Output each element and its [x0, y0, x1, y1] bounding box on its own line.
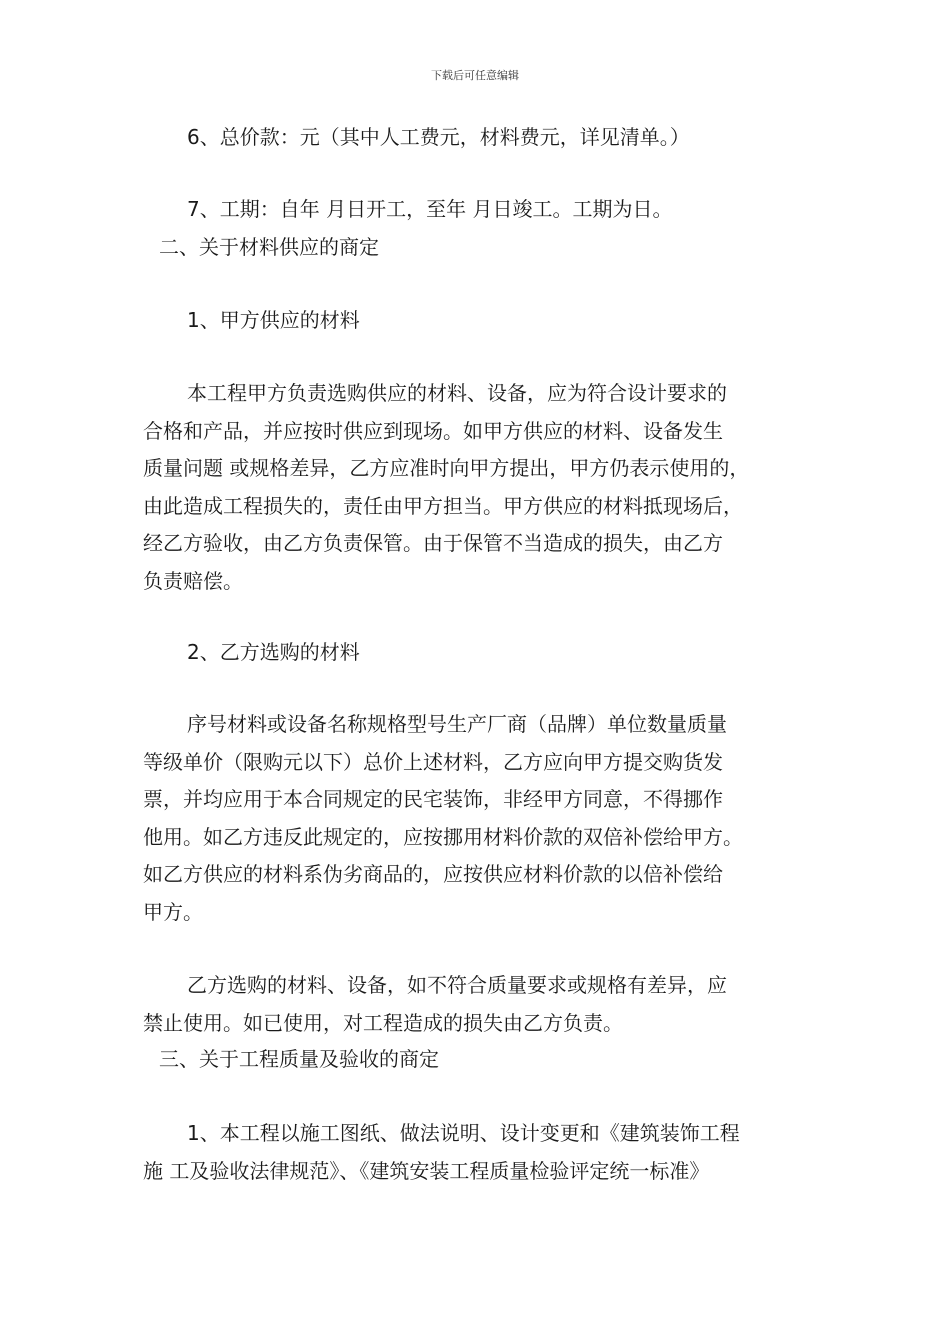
paragraph-line: 乙方选购的材料、设备，如不符合质量要求或规格有差异，应 [187, 973, 727, 997]
paragraph-line: 禁止使用。如已使用，对工程造成的损失由乙方负责。 [143, 1010, 623, 1035]
paragraph-quality-standards [143, 1115, 811, 1190]
paragraph-line: 负责赔偿。 [143, 568, 243, 593]
page-header-note: 下载后可任意编辑 [431, 69, 519, 82]
paragraph-line: 施 工及验收法律规范》、《建筑安装工程质量检验评定统一标准》 [143, 1158, 710, 1183]
clause-work-period: 7、工期：自年 月日开工，至年 月日竣工。工期为日。 [187, 197, 673, 221]
section-heading-quality-acceptance: 三、关于工程质量及验收的商定 [159, 1047, 439, 1071]
paragraph-line: 合格和产品，并应按时供应到现场。如甲方供应的材料、设备发生 [143, 418, 723, 443]
paragraph-party-b-quality [143, 967, 811, 1042]
subheading-party-a-materials: 1、甲方供应的材料 [187, 308, 360, 332]
paragraph-party-b-materials [143, 706, 811, 931]
clause-total-price: 6、总价款：元（其中人工费元，材料费元，详见清单。） [187, 125, 690, 149]
paragraph-line: 本工程甲方负责选购供应的材料、设备，应为符合设计要求的 [187, 381, 727, 405]
paragraph-line: 由此造成工程损失的，责任由甲方担当。甲方供应的材料抵现场后， [143, 493, 743, 518]
paragraph-line: 票，并均应用于本合同规定的民宅装饰，非经甲方同意，不得挪作 [143, 787, 723, 811]
paragraph-line: 等级单价（限购元以下）总价上述材料，乙方应向甲方提交购货发 [143, 749, 723, 774]
paragraph-line: 如乙方供应的材料系伪劣商品的，应按供应材料价款的以倍补偿给 [143, 862, 723, 886]
paragraph-line: 他用。如乙方违反此规定的，应按挪用材料价款的双倍补偿给甲方。 [143, 824, 743, 849]
paragraph-line: 1、本工程以施工图纸、做法说明、设计变更和《建筑装饰工程 [187, 1121, 740, 1145]
paragraph-line: 质量问题 或规格差异，乙方应准时向甲方提出，甲方仍表示使用的， [143, 456, 750, 480]
paragraph-line: 甲方。 [143, 899, 203, 924]
paragraph-line: 经乙方验收，由乙方负责保管。由于保管不当造成的损失，由乙方 [143, 531, 723, 555]
paragraph-line: 序号材料或设备名称规格型号生产厂商（品牌）单位数量质量 [187, 712, 727, 736]
subheading-party-b-materials: 2、乙方选购的材料 [187, 640, 360, 664]
section-heading-material-supply: 二、关于材料供应的商定 [159, 235, 379, 259]
paragraph-party-a-materials [143, 375, 811, 600]
